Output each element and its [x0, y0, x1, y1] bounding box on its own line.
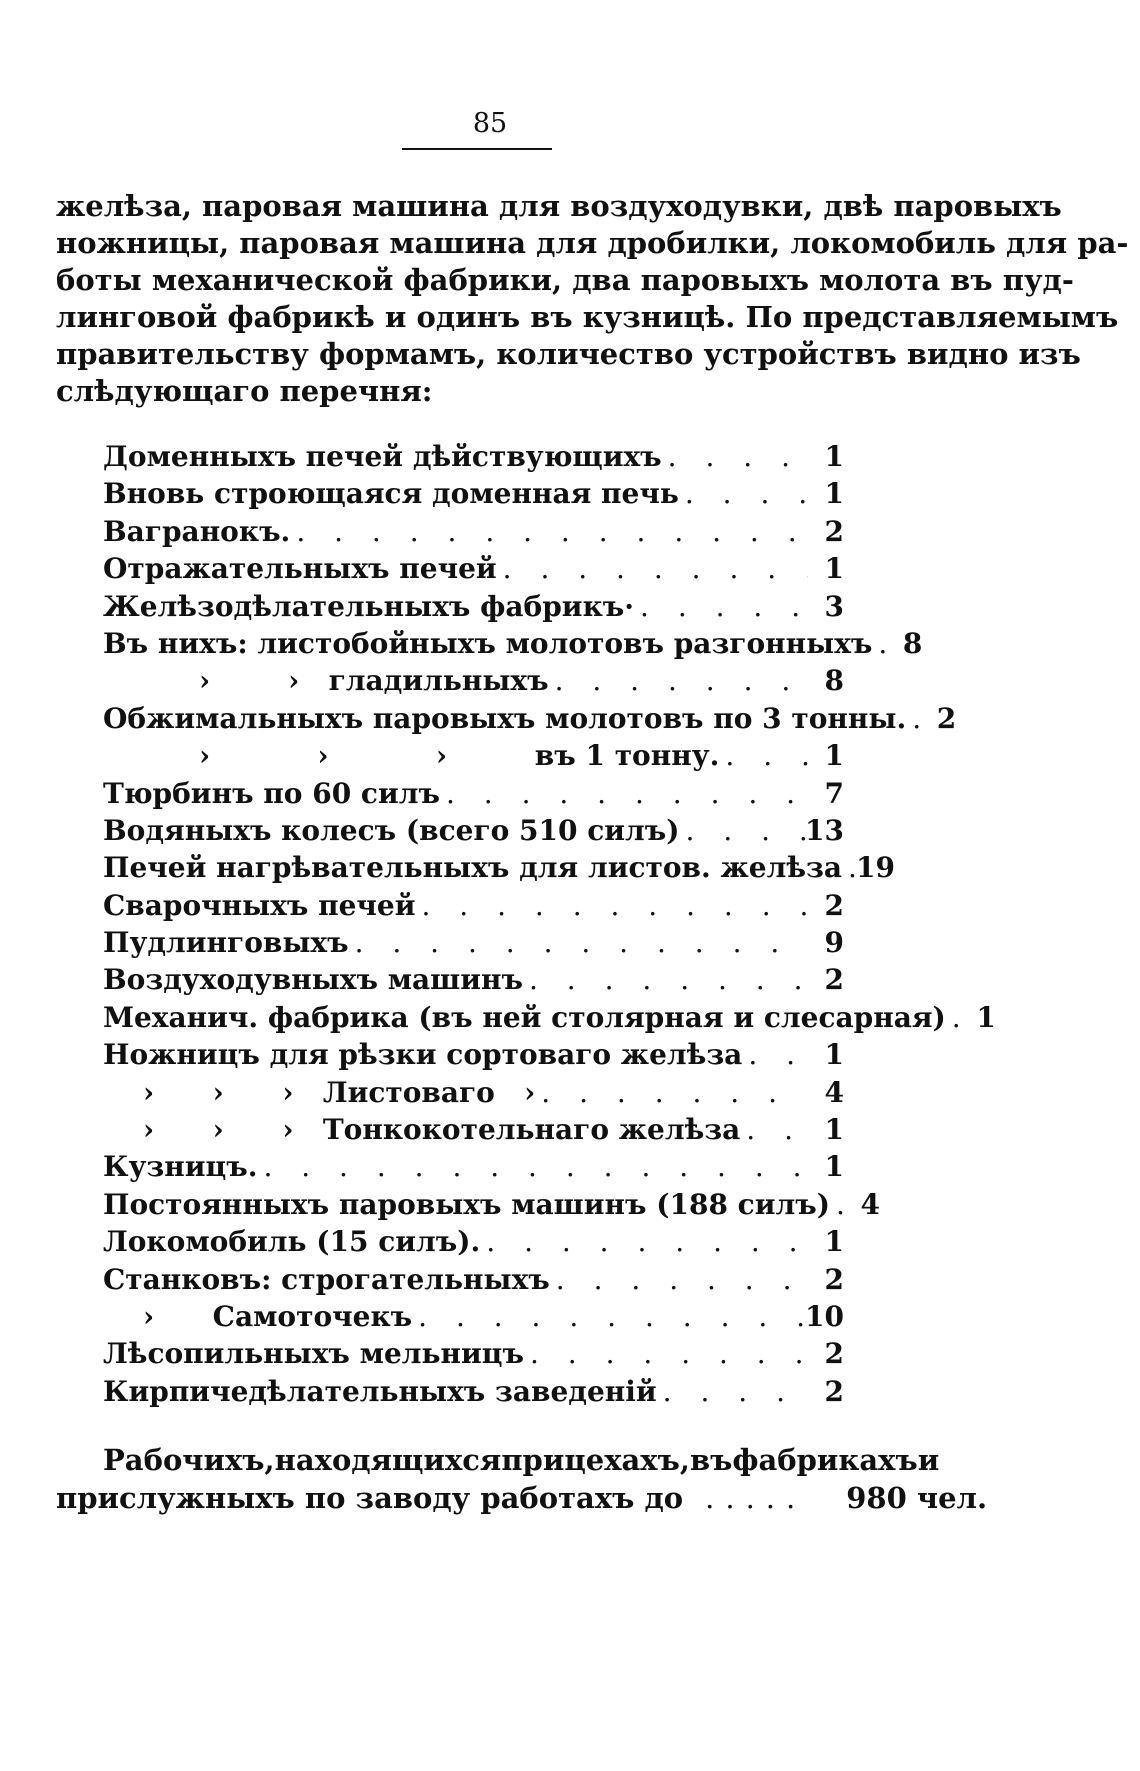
equipment-row: [103, 1113, 844, 1150]
dot-leader: [842, 851, 856, 884]
equipment-row: [103, 477, 844, 514]
equipment-row: [103, 515, 844, 552]
intro-line: ножницы, паровая машина для дробилки, локомобиль для ра-: [56, 226, 1129, 260]
dot-leader: [634, 590, 808, 623]
equipment-row: [103, 1150, 844, 1187]
equipment-count: 9: [824, 926, 844, 960]
dot-leader: [906, 702, 920, 735]
equipment-label: › Самоточекъ: [143, 1299, 413, 1333]
equipment-row: [103, 626, 923, 664]
dot-leader: [679, 477, 808, 510]
intro-line: правительству формамъ, количество устройствъ видно изъ: [56, 337, 1081, 371]
equipment-count: 1: [824, 552, 844, 586]
equipment-row: [103, 1375, 844, 1412]
dot-leader: [290, 515, 808, 548]
dot-leader: [872, 627, 886, 660]
intro-line: боты механической фабрики, два паровыхъ молота въ пуд-: [56, 263, 1074, 297]
equipment-count: 4: [824, 1075, 844, 1109]
equipment-count: 7: [824, 776, 844, 810]
equipment-count: 1: [824, 1038, 844, 1072]
workers-word: и: [917, 1443, 940, 1477]
intro-paragraph: [56, 188, 1129, 410]
dot-leader: [680, 814, 806, 847]
equipment-row: [103, 963, 844, 1000]
equipment-count: 2: [824, 514, 844, 548]
equipment-label: Вновь строющаяся доменная печь: [103, 477, 679, 511]
page-number: 85: [472, 108, 508, 139]
equipment-count: 8: [902, 626, 923, 660]
dot-leader: .....: [705, 1481, 807, 1515]
equipment-row: [103, 1225, 844, 1262]
dot-leader: [657, 1375, 808, 1408]
intro-line: слѣдующаго перечня:: [56, 374, 433, 408]
workers-total: 980 чел.: [846, 1481, 988, 1515]
equipment-row: [103, 777, 844, 814]
workers-line-2: [56, 1479, 988, 1517]
equipment-row: [103, 440, 844, 477]
equipment-count: 1: [824, 1113, 844, 1147]
dot-leader: [740, 1113, 808, 1146]
equipment-row: [103, 664, 844, 701]
equipment-row: [103, 889, 844, 926]
equipment-label: Тюрбинъ по 60 силъ: [103, 776, 440, 810]
equipment-label: › › › Листоваго ›: [143, 1075, 536, 1109]
equipment-label: Кирпичедѣлательныхъ заведеній: [103, 1374, 657, 1408]
equipment-row: [103, 552, 844, 589]
equipment-label: Локомобиль (15 силъ).: [103, 1225, 481, 1259]
page-number-rule: [402, 148, 552, 150]
equipment-count: 1: [824, 739, 844, 773]
equipment-label: Пудлинговыхъ: [103, 926, 349, 960]
dot-leader: [535, 1076, 808, 1109]
equipment-row: [103, 1000, 996, 1038]
workers-word: въ: [689, 1443, 733, 1477]
equipment-row: [103, 1187, 880, 1225]
equipment-label: Ножницъ для рѣзки сортоваго желѣза: [103, 1038, 743, 1072]
dot-leader: [523, 963, 808, 996]
equipment-row: [103, 1263, 844, 1300]
equipment-row: [103, 1337, 844, 1374]
equipment-count: 2: [824, 888, 844, 922]
equipment-count: 8: [824, 664, 844, 698]
dot-leader: [416, 889, 809, 922]
dot-leader: [480, 1225, 808, 1258]
dot-leader: [742, 1038, 808, 1071]
equipment-count: 2: [824, 1262, 844, 1296]
equipment-label: Сварочныхъ печей: [103, 888, 416, 922]
workers-paragraph: [56, 1441, 988, 1517]
dot-leader: [719, 739, 808, 772]
equipment-row: [103, 851, 896, 888]
workers-text: прислужныхъ по заводу работахъ до: [56, 1481, 684, 1515]
equipment-row: [103, 590, 844, 627]
workers-word: фабрикахъ: [732, 1443, 918, 1477]
workers-word: цехахъ,: [564, 1443, 690, 1477]
equipment-label: › › › Тонкокотельнаго желѣза: [143, 1113, 741, 1147]
equipment-label: Въ нихъ: листобойныхъ молотовъ разгонныхъ: [103, 626, 873, 660]
equipment-label: › › › въ 1 тонну.: [199, 739, 720, 773]
dot-leader: [497, 552, 808, 585]
dot-leader: [349, 926, 808, 959]
dot-leader: [524, 1337, 808, 1370]
equipment-label: Станковъ: строгательныхъ: [103, 1262, 550, 1296]
equipment-count: 2: [824, 963, 844, 997]
equipment-label: Обжимальныхъ паровыхъ молотовъ по 3 тонны.: [103, 701, 907, 735]
workers-word: Рабочихъ,: [103, 1443, 275, 1477]
equipment-count: 4: [860, 1187, 880, 1221]
equipment-label: Водяныхъ колесъ (всего 510 силъ): [103, 813, 680, 847]
workers-word: находящихся: [274, 1443, 502, 1477]
equipment-count: 19: [856, 851, 896, 885]
equipment-count: 1: [824, 1150, 844, 1184]
equipment-label: Постоянныхъ паровыхъ машинъ (188 силъ): [103, 1187, 830, 1221]
equipment-label: Лѣсопильныхъ мельницъ: [103, 1337, 524, 1371]
equipment-label: Доменныхъ печей дѣйствующихъ: [103, 440, 662, 473]
dot-leader: [257, 1150, 808, 1183]
equipment-label: › › гладильныхъ: [199, 664, 549, 698]
equipment-count: 2: [824, 1374, 844, 1408]
equipment-count: 1: [824, 1225, 844, 1259]
equipment-count: 10: [805, 1299, 844, 1333]
equipment-label: Кузницъ.: [103, 1150, 258, 1184]
equipment-list: [103, 440, 996, 1412]
equipment-row: [103, 814, 844, 851]
workers-word: при: [501, 1443, 565, 1477]
equipment-row: [103, 739, 844, 776]
dot-leader: [412, 1300, 805, 1333]
dot-leader: [549, 664, 808, 697]
dot-leader: [440, 777, 808, 810]
equipment-count: 2: [824, 1337, 844, 1371]
equipment-row: [103, 926, 844, 963]
equipment-label: Желѣзодѣлательныхъ фабрикъ·: [103, 589, 635, 623]
dot-leader: [662, 440, 808, 473]
equipment-row: [103, 701, 957, 739]
intro-line: линговой фабрикѣ и одинъ въ кузницѣ. По представляемымъ: [56, 300, 1119, 334]
equipment-count: 1: [824, 440, 844, 473]
equipment-label: Воздуходувныхъ машинъ: [103, 963, 523, 997]
equipment-label: Печей нагрѣвательныхъ для листов. желѣза: [103, 851, 843, 885]
equipment-count: 13: [805, 813, 844, 847]
equipment-label: Вагранокъ.: [103, 514, 291, 548]
intro-line: желѣза, паровая машина для воздуходувки, двѣ паровыхъ: [56, 189, 1062, 223]
equipment-label: Механич. фабрика (въ ней столярная и слесарная): [103, 1000, 946, 1034]
equipment-count: 1: [976, 1000, 996, 1034]
dot-leader: [946, 1001, 960, 1034]
equipment-count: 2: [936, 701, 957, 735]
equipment-label: Отражательныхъ печей: [103, 552, 497, 586]
equipment-count: 3: [824, 589, 844, 623]
dot-leader: [830, 1188, 844, 1221]
workers-line-1: [103, 1441, 940, 1479]
dot-leader: [550, 1263, 808, 1296]
equipment-row: [103, 1076, 844, 1113]
equipment-row: [103, 1038, 844, 1075]
equipment-row: [103, 1300, 844, 1337]
equipment-count: 1: [824, 477, 844, 511]
